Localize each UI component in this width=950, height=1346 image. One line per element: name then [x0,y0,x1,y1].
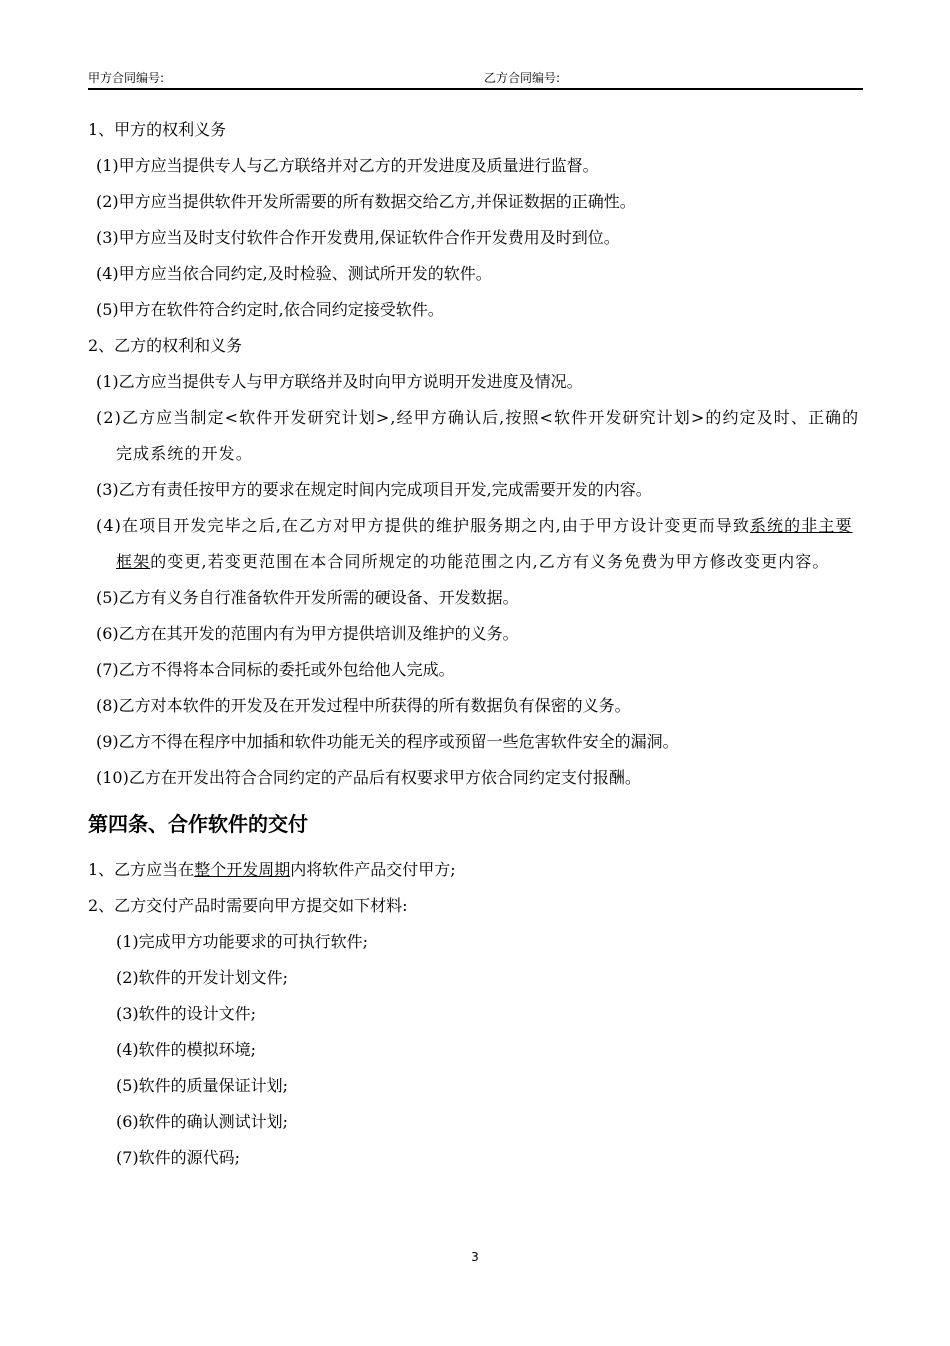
party-b-item-2: (2)乙方应当制定<软件开发研究计划>,经甲方确认后,按照<软件开发研究计划>的约定及时、正确的完成系统的开发。 [96,408,860,463]
document-body [88,112,863,1176]
underlined-term-dev-period: 整个开发周期 [194,860,291,879]
page-number: 3 [471,1250,479,1264]
party-b-item-5: (5)乙方有义务自行准备软件开发所需的硬设备、开发数据。 [96,588,519,607]
party-b-item-7: (7)乙方不得将本合同标的委托或外包给他人完成。 [96,660,455,679]
party-b-item-8: (8)乙方对本软件的开发及在开发过程中所获得的所有数据负有保密的义务。 [96,696,631,715]
material-item-3: (3)软件的设计文件; [116,1004,257,1023]
section-title-party-b: 2、乙方的权利和义务 [88,336,243,355]
party-a-item-5: (5)甲方在软件符合约定时,依合同约定接受软件。 [96,300,444,319]
party-b-item-1: (1)乙方应当提供专人与甲方联络并及时向甲方说明开发进度及情况。 [96,372,583,391]
material-item-2: (2)软件的开发计划文件; [116,968,289,987]
party-b-item-4 [88,508,863,580]
party-b-item-4-text-start: (4)在项目开发完毕之后,在乙方对甲方提供的维护服务期之内,由于甲方设计变更而导致 [96,516,750,535]
party-b-item-10: (10)乙方在开发出符合合同约定的产品后有权要求甲方依合同约定支付报酬。 [96,768,641,787]
section-title-party-a: 1、甲方的权利义务 [88,120,227,139]
party-b-item-4-text-end: 的变更,若变更范围在本合同所规定的功能范围之内,乙方有义务免费为甲方修改变更内容。 [150,552,830,571]
page-header [88,66,863,90]
party-b-item-9: (9)乙方不得在程序中加插和软件功能无关的程序或预留一些危害软件安全的漏洞。 [96,732,679,751]
party-b-item-3: (3)乙方有责任按甲方的要求在规定时间内完成项目开发,完成需要开发的内容。 [96,480,652,499]
party-a-item-2: (2)甲方应当提供软件开发所需要的所有数据交给乙方,并保证数据的正确性。 [96,192,636,211]
material-item-1: (1)完成甲方功能要求的可执行软件; [116,932,369,951]
party-a-item-4: (4)甲方应当依合同约定,及时检验、测试所开发的软件。 [96,264,492,283]
delivery-point-2: 2、乙方交付产品时需要向甲方提交如下材料: [88,896,408,915]
delivery-point-1-end: 内将软件产品交付甲方; [290,860,456,879]
material-item-6: (6)软件的确认测试计划; [116,1112,289,1131]
party-a-contract-no-label: 甲方合同编号: [88,71,165,85]
delivery-point-1-start: 1、乙方应当在 [88,860,195,879]
article-4-heading: 第四条、合作软件的交付 [88,812,308,836]
underlined-term-framework: 系统的非主要框架 [116,516,853,571]
material-item-5: (5)软件的质量保证计划; [116,1076,289,1095]
party-a-item-3: (3)甲方应当及时支付软件合作开发费用,保证软件合作开发费用及时到位。 [96,228,620,247]
party-a-item-1: (1)甲方应当提供专人与乙方联络并对乙方的开发进度及质量进行监督。 [96,156,599,175]
material-item-7: (7)软件的源代码; [116,1148,241,1167]
party-b-item-6: (6)乙方在其开发的范围内有为甲方提供培训及维护的义务。 [96,624,519,643]
delivery-point-1 [88,852,863,888]
material-item-4: (4)软件的模拟环境; [116,1040,257,1059]
party-b-contract-no-label: 乙方合同编号: [484,71,561,85]
